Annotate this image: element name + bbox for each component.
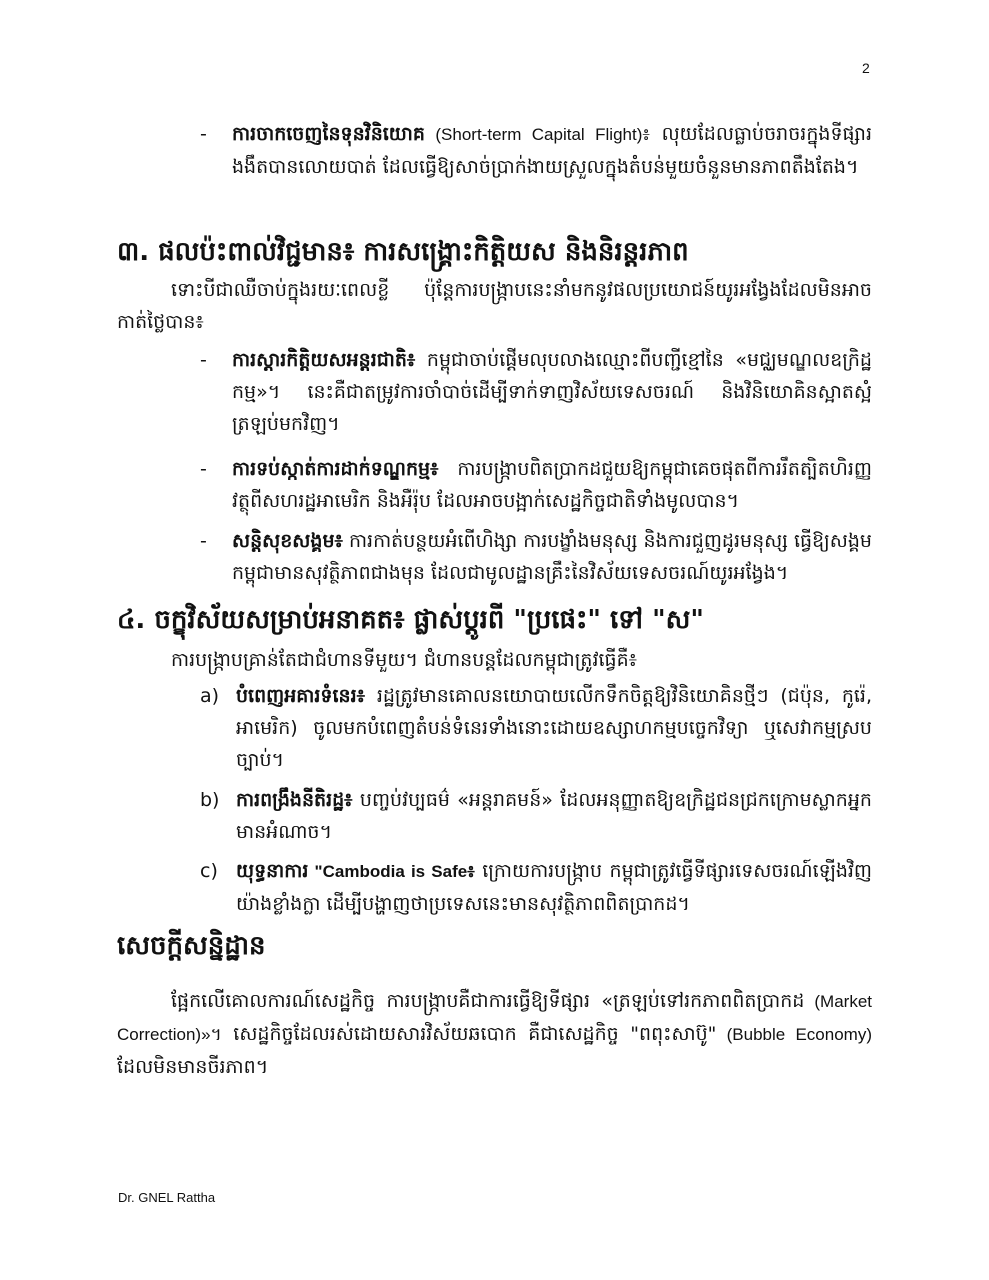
page-footer: Dr. GNEL Rattha (118, 1190, 216, 1205)
list-item (200, 680, 872, 776)
list-item (200, 525, 872, 589)
bullet-dash: - (200, 458, 207, 480)
list-item-marker: c) (200, 860, 218, 882)
paragraph-text: ដែលមិនមានចីរភាព។ (117, 1056, 269, 1078)
bullet-dash: - (200, 349, 207, 371)
paragraph-text: ទោះបីជាឈឺចាប់ក្នុងរយៈពេលខ្លី ប៉ុន្តែការបង្រ្កាបនេះនាំមកនូវផលប្រយោជន៍យូរអង្វែងដែលមិនអាចកាត់ថ្លៃបាន៖ (117, 279, 872, 333)
list-item-body: បញ្ចប់វប្បធម៌ «អន្តរាគមន៍» ដែលអនុញ្ញាតឱ្យឧក្រិដ្ឋជនជ្រកក្រោមស្លាកអ្នកមានអំណាច។ (236, 789, 872, 843)
list-item-label: សន្តិសុខសង្គម៖ (232, 530, 343, 552)
list-item (200, 855, 872, 920)
bullet-dash: - (200, 530, 207, 552)
latin-term: (Short-term Capital Flight)៖ (424, 125, 650, 144)
section-heading: ៤. ចក្ខុវិស័យសម្រាប់អនាគត៖ ផ្លាស់ប្តូរពី "ប្រផេះ" ទៅ "ស" (117, 605, 704, 635)
list-item-marker: a) (200, 685, 220, 707)
latin-term: (Market Correction)»។ (117, 992, 873, 1044)
list-item (200, 453, 872, 517)
list-item-body: ក្រោយការបង្រ្កាប កម្ពុជាត្រូវធ្វើទីផ្សារទេសចរណ៍ឡើងវិញយ៉ាងខ្លាំងក្លា ដើម្បីបង្ហាញថាប្រទេសនេះមានសុវត្ថិភាពពិតប្រាកដ។ (236, 860, 873, 915)
page-number: 2 (862, 60, 870, 76)
list-item-text (232, 344, 872, 440)
list-item-body: ការបង្រ្កាបពិតប្រាកដជួយឱ្យកម្ពុជាគេចផុតពីការរឹតត្បិតហិរញ្ញវត្ថុពីសហរដ្ឋអាមេរិក និងអឺរ៉ុប ដែលអាចបង្អាក់សេដ្ឋកិច្ចជាតិទាំងមូលបាន។ (232, 458, 872, 512)
list-item-body: លុយដែលធ្លាប់ចរាចរក្នុងទីផ្សារងងឹតបានលោយបាត់ ដែលធ្វើឱ្យសាច់ប្រាក់ងាយស្រួលក្នុងតំបន់មួយចំនួនមានភាពតឹងតែង។ (232, 123, 873, 178)
list-item-text (236, 855, 872, 920)
list-item-body: រដ្ឋត្រូវមានគោលនយោបាយលើកទឹកចិត្តឱ្យវិនិយោគិនថ្មីៗ (ជប៉ុន, កូរ៉េ, អាមេរិក) ចូលមកបំពេញតំបន់ទំនេរទាំងនោះដោយឧស្សាហកម្មបច្ចេកវិទ្យា ឬសេវាកម្មស្របច្បាប់។ (236, 685, 872, 771)
latin-term: "Cambodia is Safe៖ (308, 862, 475, 881)
list-item-label: ការចាកចេញនៃទុនវិនិយោគ (232, 123, 425, 145)
paragraph-text: ការបង្រ្កាបគ្រាន់តែជាជំហានទីមួយ។ ជំហានបន្តដែលកម្ពុជាត្រូវធ្វើគឺ៖ (171, 649, 638, 671)
list-item (200, 344, 872, 440)
list-item-text (236, 680, 872, 776)
latin-term: (Bubble Economy) (716, 1025, 872, 1044)
paragraph (117, 644, 872, 676)
list-item-body: ការកាត់បន្ថយអំពើហិង្សា ការបង្ខាំងមនុស្ស និងការជួញដូរមនុស្ស ធ្វើឱ្យសង្គមកម្ពុជាមានសុវត្ថិភាពជាងមុន ដែលជាមូលដ្ឋានគ្រឹះនៃវិស័យទេសចរណ៍យូរអង្វែង។ (232, 530, 872, 584)
list-item-text (236, 784, 872, 848)
section-heading: សេចក្តីសន្និដ្ឋាន (117, 931, 266, 961)
list-item-label: យុទ្ធនាការ (236, 860, 309, 882)
list-item (200, 118, 872, 183)
section-heading: ៣. ផលប៉ះពាល់វិជ្ជមាន៖ ការសង្គ្រោះកិត្តិយស និងនិរន្តរភាព (117, 237, 689, 267)
list-item-text (232, 118, 872, 183)
list-item (200, 784, 872, 848)
list-item-label: ការពង្រឹងនីតិរដ្ឋ៖ (236, 789, 353, 811)
list-item-text (232, 453, 872, 517)
paragraph-text: ផ្អែកលើគោលការណ៍សេដ្ឋកិច្ច ការបង្រ្កាបគឺជាការធ្វើឱ្យទីផ្សារ «ត្រឡប់ទៅរកភាពពិតប្រាកដ (171, 990, 805, 1012)
list-item-label: ការស្តារកិត្តិយសអន្តរជាតិ៖ (232, 349, 416, 371)
paragraph-text: សេដ្ឋកិច្ចដែលរស់ដោយសារវិស័យឆបោក គឺជាសេដ្ឋកិច្ច "ពពុះសាប៊ូ" (221, 1023, 717, 1045)
list-item-text (232, 525, 872, 589)
list-item-body: កម្ពុជាចាប់ផ្តើមលុបលាងឈ្មោះពីបញ្ជីខ្មៅនៃ «មជ្ឈមណ្ឌលឧក្រិដ្ឋកម្ម»។ នេះគឺជាតម្រូវការចាំបាច់ដើម្បីទាក់ទាញវិស័យទេសចរណ៍ និងវិនិយោគិនស្អាតស្អំត្រឡប់មកវិញ។ (232, 349, 872, 435)
paragraph (117, 274, 872, 338)
list-item-label: បំពេញអគារទំនេរ៖ (236, 685, 365, 707)
list-item-marker: b) (200, 789, 220, 811)
paragraph (117, 985, 872, 1083)
list-item-label: ការទប់ស្កាត់ការដាក់ទណ្ឌកម្ម៖ (232, 458, 439, 480)
bullet-dash: - (200, 123, 207, 145)
